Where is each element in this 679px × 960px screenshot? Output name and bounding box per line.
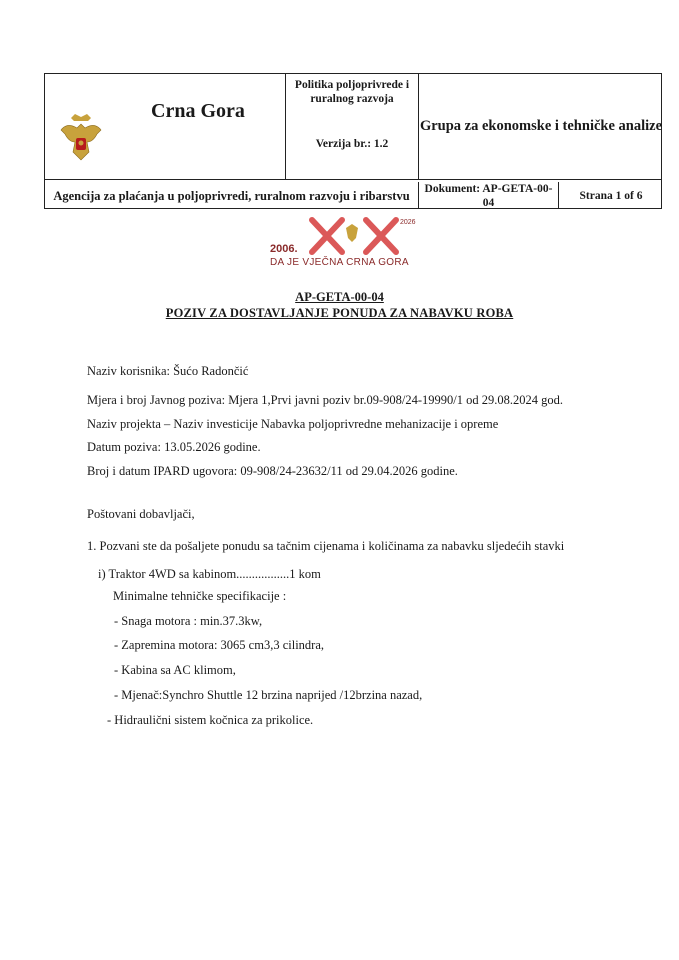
country-title: Crna Gora — [151, 100, 245, 122]
measure-line: Mjera i broj Javnog poziva: Mjera 1,Prvi javni poziv br.09-908/24-19990/1 od 29.08.2024 god. — [87, 393, 563, 407]
document-code: AP-GETA-00-04 — [295, 290, 384, 304]
group-cell — [419, 74, 663, 179]
contract-line: Broj i datum IPARD ugovora: 09-908/24-23632/11 od 29.04.2026 godine. — [87, 464, 458, 478]
agency-cell — [45, 182, 419, 209]
spec-item: - Zapremina motora: 3065 cm3,3 cilindra, — [114, 638, 325, 652]
document-title: POZIV ZA DOSTAVLJANJE PONUDA ZA NABAVKU ROBA — [165, 306, 514, 320]
spec-item: - Hidraulični sistem kočnica za prikolice. — [107, 713, 314, 727]
header-country-cell — [45, 74, 286, 179]
logo-emblem-icon — [346, 224, 358, 242]
spec-item: - Snaga motora : min.37.3kw, — [114, 614, 263, 628]
logo-tagline: DA JE VJEČNA CRNA GORA — [270, 257, 409, 268]
spec-heading: Minimalne tehničke specifikacije : — [113, 589, 287, 603]
policy-label: Politika poljoprivrede i ruralnog razvoja — [294, 78, 410, 105]
list-item: 1. Pozvani ste da pošaljete ponudu sa tačnim cijenama i količinama za nabavku sljedećih stavki — [87, 539, 565, 553]
project-line: Naziv projekta – Naziv investicije Nabavka poljoprivredne mehanizacije i opreme — [87, 417, 499, 431]
logo-year-start: 2006. — [270, 243, 298, 255]
spec-item: - Mjenač:Synchro Shuttle 12 brzina naprijed /12brzina nazad, — [114, 688, 423, 702]
spec-item: - Kabina sa AC klimom, — [114, 663, 236, 677]
beneficiary-line: Naziv korisnika: Šućo Radončić — [87, 364, 249, 378]
group-label: Grupa za ekonomske i tehničke analize — [419, 118, 663, 134]
page-label: Strana 1 of 6 — [579, 189, 643, 202]
page-cell — [559, 182, 663, 209]
policy-cell — [286, 74, 419, 109]
document-label: Dokument: AP-GETA-00-04 — [424, 182, 553, 209]
version-cell — [286, 109, 419, 179]
agency-label: Agencija za plaćanja u poljoprivredi, ruralnom razvoju i ribarstvu — [53, 188, 410, 203]
salutation: Poštovani dobavljači, — [87, 507, 195, 521]
version-label: Verzija br.: 1.2 — [315, 138, 389, 150]
item-tractor: i) Traktor 4WD sa kabinom.................1 kom — [98, 567, 321, 581]
logo-year-end: 2026 — [400, 219, 416, 226]
invitation-date-line: Datum poziva: 13.05.2026 godine. — [87, 440, 261, 454]
document-cell — [419, 182, 559, 209]
header-table — [44, 73, 662, 209]
coat-of-arms-icon — [57, 112, 105, 164]
